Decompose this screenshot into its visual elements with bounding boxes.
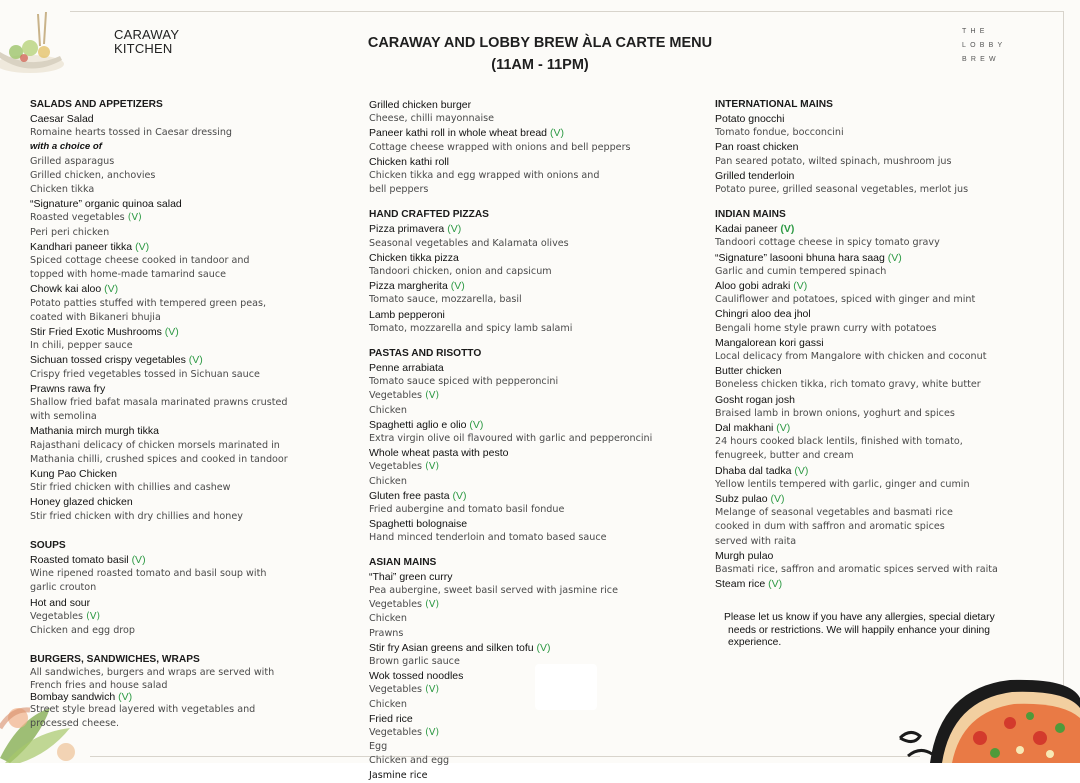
menu-item-desc: with semolina xyxy=(30,411,97,423)
veg-mark: (V) xyxy=(768,578,783,591)
veg-mark: (V) xyxy=(536,641,551,654)
menu-item-desc: Garlic and cumin tempered spinach xyxy=(715,265,887,277)
menu-item-name: Pan roast chicken xyxy=(715,141,799,154)
menu-item-desc: Cauliflower and potatoes, spiced with ginger and mint xyxy=(715,294,976,306)
menu-item-option: Peri peri chicken xyxy=(30,226,110,238)
menu-item-name: Gluten free pasta (V) xyxy=(369,489,467,502)
menu-item-desc: Tandoori cottage cheese in spicy tomato gravy xyxy=(715,237,940,249)
menu-item-desc: Seasonal vegetables and Kalamata olives xyxy=(369,237,569,249)
menu-item-desc: Potato puree, grilled seasonal vegetables, merlot jus xyxy=(715,184,969,196)
menu-item-name: “Signature” lasooni bhuna hara saag (V) xyxy=(715,251,902,264)
menu-item-name: Steam rice (V) xyxy=(715,578,783,591)
menu-item-option: Vegetables (V) xyxy=(30,610,101,622)
menu-item-name: Spaghetti bolognaise xyxy=(369,518,468,531)
menu-item-desc: Extra virgin olive oil flavoured with garlic and pepperoncini xyxy=(369,433,653,445)
veg-mark: (V) xyxy=(887,251,902,264)
menu-item-name: Chowk kai aloo (V) xyxy=(30,283,119,296)
menu-item-desc: Yellow lentils tempered with garlic, ginger and cumin xyxy=(715,478,970,490)
menu-item-option: Grilled asparagus xyxy=(30,155,115,167)
menu-item-name: Grilled tenderloin xyxy=(715,169,795,182)
veg-mark: (V) xyxy=(135,240,150,253)
menu-item-name: Kung Pao Chicken xyxy=(30,468,117,481)
menu-item-desc: Cottage cheese wrapped with onions and bell peppers xyxy=(369,141,631,153)
veg-mark: (V) xyxy=(776,422,791,435)
veg-mark: (V) xyxy=(118,690,133,703)
menu-item-name: Bombay sandwich (V) xyxy=(30,690,133,703)
menu-item-name: Penne arrabiata xyxy=(369,362,444,375)
veg-mark: (V) xyxy=(469,418,484,431)
section-intro: All sandwiches, burgers and wraps are served with xyxy=(30,667,275,679)
menu-item-desc: Potato patties stuffed with tempered green peas, xyxy=(30,297,267,309)
veg-mark: (V) xyxy=(86,610,101,622)
choice-label: with a choice of xyxy=(30,141,102,153)
veg-mark: (V) xyxy=(425,599,440,611)
menu-item-option: Egg xyxy=(369,741,388,753)
menu-item-desc: Shallow fried bafat masala marinated prawns crusted xyxy=(30,397,288,409)
menu-item-name: Pizza primavera (V) xyxy=(369,223,462,236)
veg-mark: (V) xyxy=(549,127,564,140)
menu-item-desc: Mathania chilli, crushed spices and cooked in tandoor xyxy=(30,453,288,465)
menu-item-name: Potato gnocchi xyxy=(715,113,785,125)
section-heading: SALADS AND APPETIZERS xyxy=(30,99,163,110)
section-heading: PASTAS AND RISOTTO xyxy=(369,348,482,360)
menu-item-name: “Thai” green curry xyxy=(369,570,453,583)
menu-item-name: Pizza margherita (V) xyxy=(369,280,465,293)
veg-mark: (V) xyxy=(447,223,462,236)
lobby-brew-logo: THE LOBBY BREW xyxy=(962,28,1007,63)
menu-item-desc: served with raita xyxy=(715,535,797,547)
menu-item-desc: garlic crouton xyxy=(30,582,97,594)
menu-item-name: Prawns rawa fry xyxy=(30,382,106,395)
menu-item-option: Grilled chicken, anchovies xyxy=(30,169,156,181)
section-heading: BURGERS, SANDWICHES, WRAPS xyxy=(30,654,200,666)
veg-mark: (V) xyxy=(164,326,179,339)
veg-mark: (V) xyxy=(780,223,795,236)
menu-item-desc: In chili, pepper sauce xyxy=(30,340,133,352)
menu-item-option: Prawns xyxy=(369,627,404,639)
menu-item-name: Subz pulao (V) xyxy=(715,493,785,506)
menu-item-desc: Stir fried chicken with dry chillies and honey xyxy=(30,510,243,522)
section-intro: French fries and house salad xyxy=(30,679,168,691)
section-heading: ASIAN MAINS xyxy=(369,556,437,568)
menu-item-desc: 24 hours cooked black lentils, finished with tomato, xyxy=(715,436,963,448)
menu-item-desc: Pea aubergine, sweet basil served with jasmine rice xyxy=(369,584,618,596)
menu-item-name: Dal makhani (V) xyxy=(715,422,791,435)
menu-item-desc: cooked in dum with saffron and aromatic spices xyxy=(715,521,945,533)
veg-mark: (V) xyxy=(452,489,467,502)
veg-mark: (V) xyxy=(425,684,440,696)
menu-item-desc: bell peppers xyxy=(369,184,429,196)
menu-item-name: Aloo gobi adraki (V) xyxy=(715,280,808,293)
caraway-kitchen-logo: CARAWAY KITCHEN xyxy=(114,27,180,56)
salad-bowl-illustration xyxy=(0,8,70,78)
menu-item-option: Chicken xyxy=(369,698,407,710)
menu-item-option: Roasted vegetables (V) xyxy=(30,212,142,224)
menu-item-desc: Boneless chicken tikka, rich tomato gravy, white butter xyxy=(715,379,981,391)
menu-item-desc: Stir fried chicken with chillies and cashew xyxy=(30,482,231,494)
menu-item-desc: Pan seared potato, wilted spinach, mushroom jus xyxy=(715,155,952,167)
menu-item-desc: coated with Bikaneri bhujia xyxy=(30,311,161,323)
menu-item-name: Chicken kathi roll xyxy=(369,155,449,168)
section-heading: INTERNATIONAL MAINS xyxy=(715,99,833,110)
menu-title xyxy=(300,34,780,75)
menu-item-desc: Crispy fried vegetables tossed in Sichuan sauce xyxy=(30,368,260,380)
menu-item-desc: Local delicacy from Mangalore with chicken and coconut xyxy=(715,351,987,363)
menu-item-option: Vegetables (V) xyxy=(369,390,440,402)
veg-mark: (V) xyxy=(793,280,808,293)
veg-mark: (V) xyxy=(425,461,440,473)
veg-mark: (V) xyxy=(104,283,119,296)
menu-column-right xyxy=(715,98,1045,592)
menu-item-desc: fenugreek, butter and cream xyxy=(715,450,854,462)
menu-item-name: Chicken tikka pizza xyxy=(369,251,459,264)
menu-item-option: Vegetables (V) xyxy=(369,461,440,473)
menu-item-name: Spaghetti aglio e olio (V) xyxy=(369,418,484,431)
border-right xyxy=(1063,11,1064,691)
pizza-illustration xyxy=(890,668,1080,763)
menu-item-desc: Street style bread layered with vegetables and xyxy=(30,703,256,715)
menu-item-option: Chicken xyxy=(369,404,407,416)
menu-item-desc: Tomato, mozzarella and spicy lamb salami xyxy=(369,322,573,334)
allergy-note: Please let us know if you have any allergies, special dietary needs or restrictions. We will happily enhance your dining experience. xyxy=(724,612,995,648)
menu-item-option: Chicken and egg drop xyxy=(30,624,135,636)
menu-item-name: Murgh pulao xyxy=(715,549,774,562)
veg-mark: (V) xyxy=(770,493,785,506)
menu-item-name: Mangalorean kori gassi xyxy=(715,336,824,349)
menu-item-desc: Tandoori chicken, onion and capsicum xyxy=(369,266,552,278)
menu-item-name: Chingri aloo dea jhol xyxy=(715,308,811,321)
menu-item-option: Vegetables (V) xyxy=(369,684,440,696)
menu-item-name: Fried rice xyxy=(369,712,413,725)
menu-item-desc: Spiced cottage cheese cooked in tandoor and xyxy=(30,255,250,267)
menu-item-desc: Romaine hearts tossed in Caesar dressing xyxy=(30,127,233,139)
menu-item-desc: Hand minced tenderloin and tomato based sauce xyxy=(369,532,607,544)
menu-item-name: Kadai paneer (V) xyxy=(715,223,795,236)
menu-title-main: CARAWAY AND LOBBY BREW ÀLA CARTE MENU xyxy=(367,35,713,51)
veg-mark: (V) xyxy=(794,464,809,477)
menu-item-desc: Tomato fondue, bocconcini xyxy=(715,127,844,139)
menu-item-name: Hot and sour xyxy=(30,596,91,609)
menu-item-desc: Rajasthani delicacy of chicken morsels marinated in xyxy=(30,439,280,451)
menu-item-option: Chicken tikka xyxy=(30,184,95,196)
menu-item-name: Lamb pepperoni xyxy=(369,308,445,321)
menu-item-desc: Melange of seasonal vegetables and basmati rice xyxy=(715,507,953,519)
veg-mark: (V) xyxy=(131,553,146,566)
menu-title-hours: (11AM - 11PM) xyxy=(491,57,589,73)
menu-item-desc: Tomato sauce, mozzarella, basil xyxy=(369,294,522,306)
menu-item-desc: Bengali home style prawn curry with potatoes xyxy=(715,322,937,334)
menu-item-name: “Signature” organic quinoa salad xyxy=(30,198,182,211)
veg-mark: (V) xyxy=(425,390,440,402)
menu-item-name: Kandhari paneer tikka (V) xyxy=(30,240,150,253)
menu-item-name: Mathania mirch murgh tikka xyxy=(30,425,159,438)
veg-mark: (V) xyxy=(425,726,440,738)
menu-item-option: Vegetables (V) xyxy=(369,726,440,738)
menu-item-name: Sichuan tossed crispy vegetables (V) xyxy=(30,354,203,367)
menu-item-name: Whole wheat pasta with pesto xyxy=(369,447,509,460)
menu-item-desc: Tomato sauce spiced with pepperoncini xyxy=(369,376,559,388)
border-top xyxy=(70,11,1064,12)
veg-mark: (V) xyxy=(188,354,203,367)
menu-item-name: Wok tossed noodles xyxy=(369,670,464,683)
menu-item-option: Chicken xyxy=(369,475,407,487)
menu-item-name: Stir Fried Exotic Mushrooms (V) xyxy=(30,326,179,339)
menu-item-name: Butter chicken xyxy=(715,365,782,378)
menu-column-left xyxy=(30,98,350,731)
menu-item-option: Chicken xyxy=(369,613,407,625)
section-heading: INDIAN MAINS xyxy=(715,209,786,221)
menu-item-option: Jasmine rice xyxy=(369,769,428,781)
menu-item-name: Stir fry Asian greens and silken tofu (V) xyxy=(369,641,551,654)
menu-item-option: Vegetables (V) xyxy=(369,599,440,611)
menu-column-middle xyxy=(369,98,699,783)
menu-item-desc: topped with home-made tamarind sauce xyxy=(30,269,227,281)
menu-item-name: Grilled chicken burger xyxy=(369,99,472,111)
menu-item-name: Roasted tomato basil (V) xyxy=(30,553,146,566)
menu-item-name: Paneer kathi roll in whole wheat bread (V) xyxy=(369,127,564,140)
menu-item-name: Caesar Salad xyxy=(30,113,94,125)
menu-item-name: Gosht rogan josh xyxy=(715,393,795,406)
menu-item-option: Chicken and egg xyxy=(369,755,450,767)
section-heading: HAND CRAFTED PIZZAS xyxy=(369,209,489,221)
menu-item-desc: Fried aubergine and tomato basil fondue xyxy=(369,504,565,516)
menu-item-name: Honey glazed chicken xyxy=(30,496,133,509)
menu-item-name: Dhaba dal tadka (V) xyxy=(715,464,809,477)
menu-item-desc: Braised lamb in brown onions, yoghurt and spices xyxy=(715,407,955,419)
menu-item-desc: Cheese, chilli mayonnaise xyxy=(369,113,495,125)
menu-item-desc: Wine ripened roasted tomato and basil soup with xyxy=(30,568,267,580)
menu-item-desc: Brown garlic sauce xyxy=(369,655,460,667)
menu-item-desc: processed cheese. xyxy=(30,717,120,729)
menu-item-desc: Chicken tikka and egg wrapped with onions and xyxy=(369,170,600,182)
menu-item-desc: Basmati rice, saffron and aromatic spices served with raita xyxy=(715,564,998,576)
veg-mark: (V) xyxy=(450,280,465,293)
veg-mark: (V) xyxy=(127,212,142,224)
section-heading: SOUPS xyxy=(30,539,66,551)
